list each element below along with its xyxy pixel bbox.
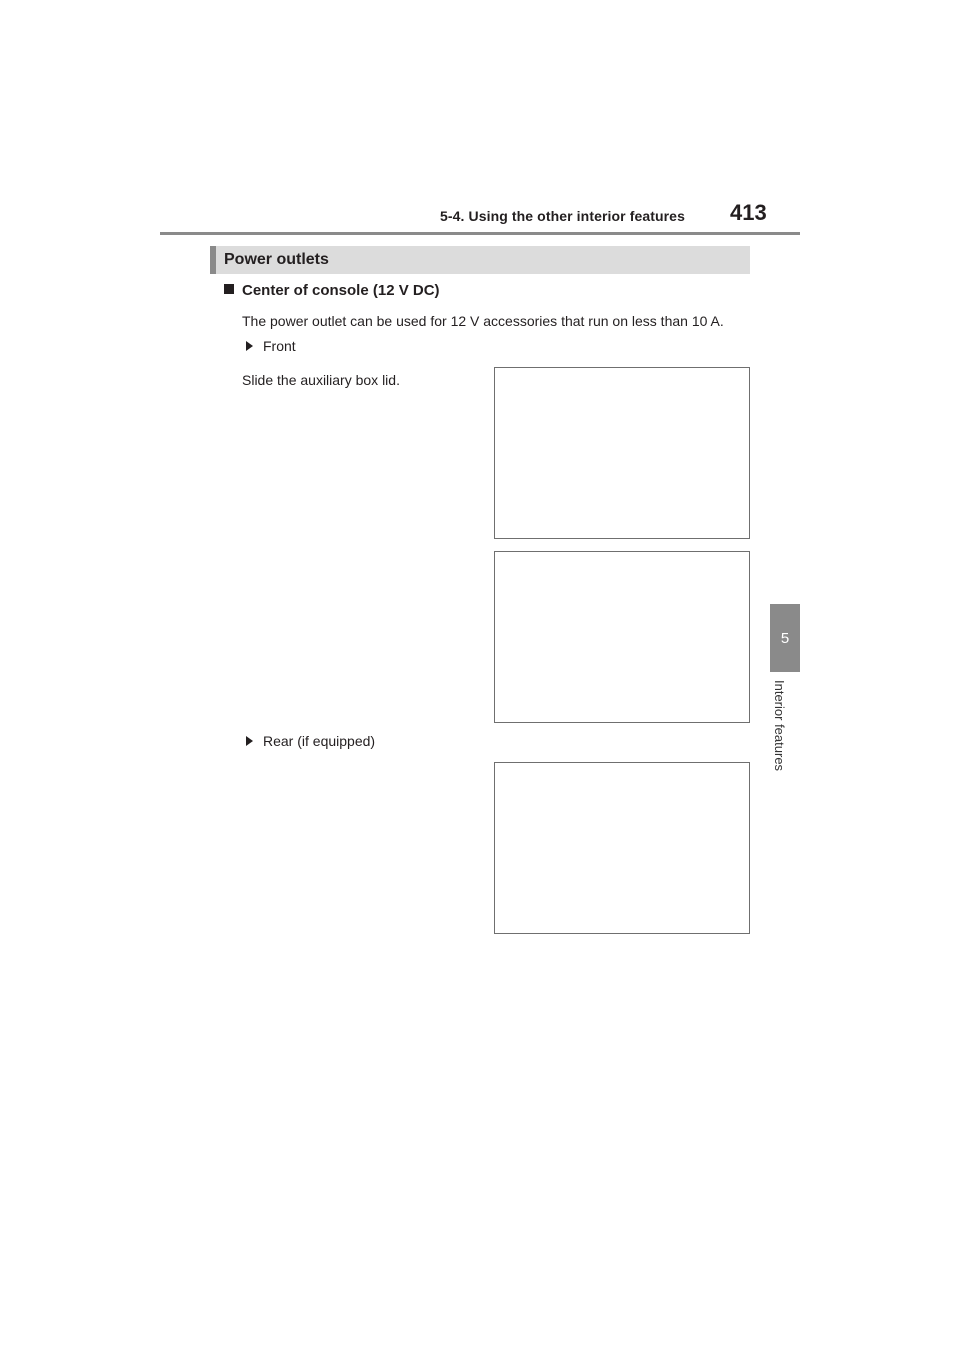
rear-outlet-figure — [494, 762, 750, 934]
triangle-bullet-icon — [246, 341, 253, 351]
running-header: 5-4. Using the other interior features — [440, 208, 685, 224]
rear-label: Rear (if equipped) — [263, 733, 376, 749]
front-bullet — [246, 338, 296, 354]
front-label: Front — [263, 338, 296, 354]
header-rule — [160, 232, 800, 235]
front-instruction: Slide the auxiliary box lid. — [242, 372, 400, 388]
front-outlet-figure-2 — [494, 551, 750, 723]
front-outlet-figure-1 — [494, 367, 750, 539]
page-number: 413 — [730, 200, 767, 225]
chapter-tab — [770, 604, 800, 672]
square-bullet-icon — [224, 284, 234, 294]
chapter-label: Interior features — [772, 680, 787, 772]
triangle-bullet-icon — [246, 736, 253, 746]
section-heading: Power outlets — [210, 246, 750, 274]
subsection-heading — [224, 282, 440, 299]
chapter-number: 5 — [780, 629, 790, 647]
rear-bullet — [246, 733, 375, 749]
subsection-title: Center of console (12 V DC) — [242, 282, 440, 299]
intro-text: The power outlet can be used for 12 V accessories that run on less than 10 A. — [242, 313, 724, 329]
chapter-side-label — [770, 680, 800, 800]
